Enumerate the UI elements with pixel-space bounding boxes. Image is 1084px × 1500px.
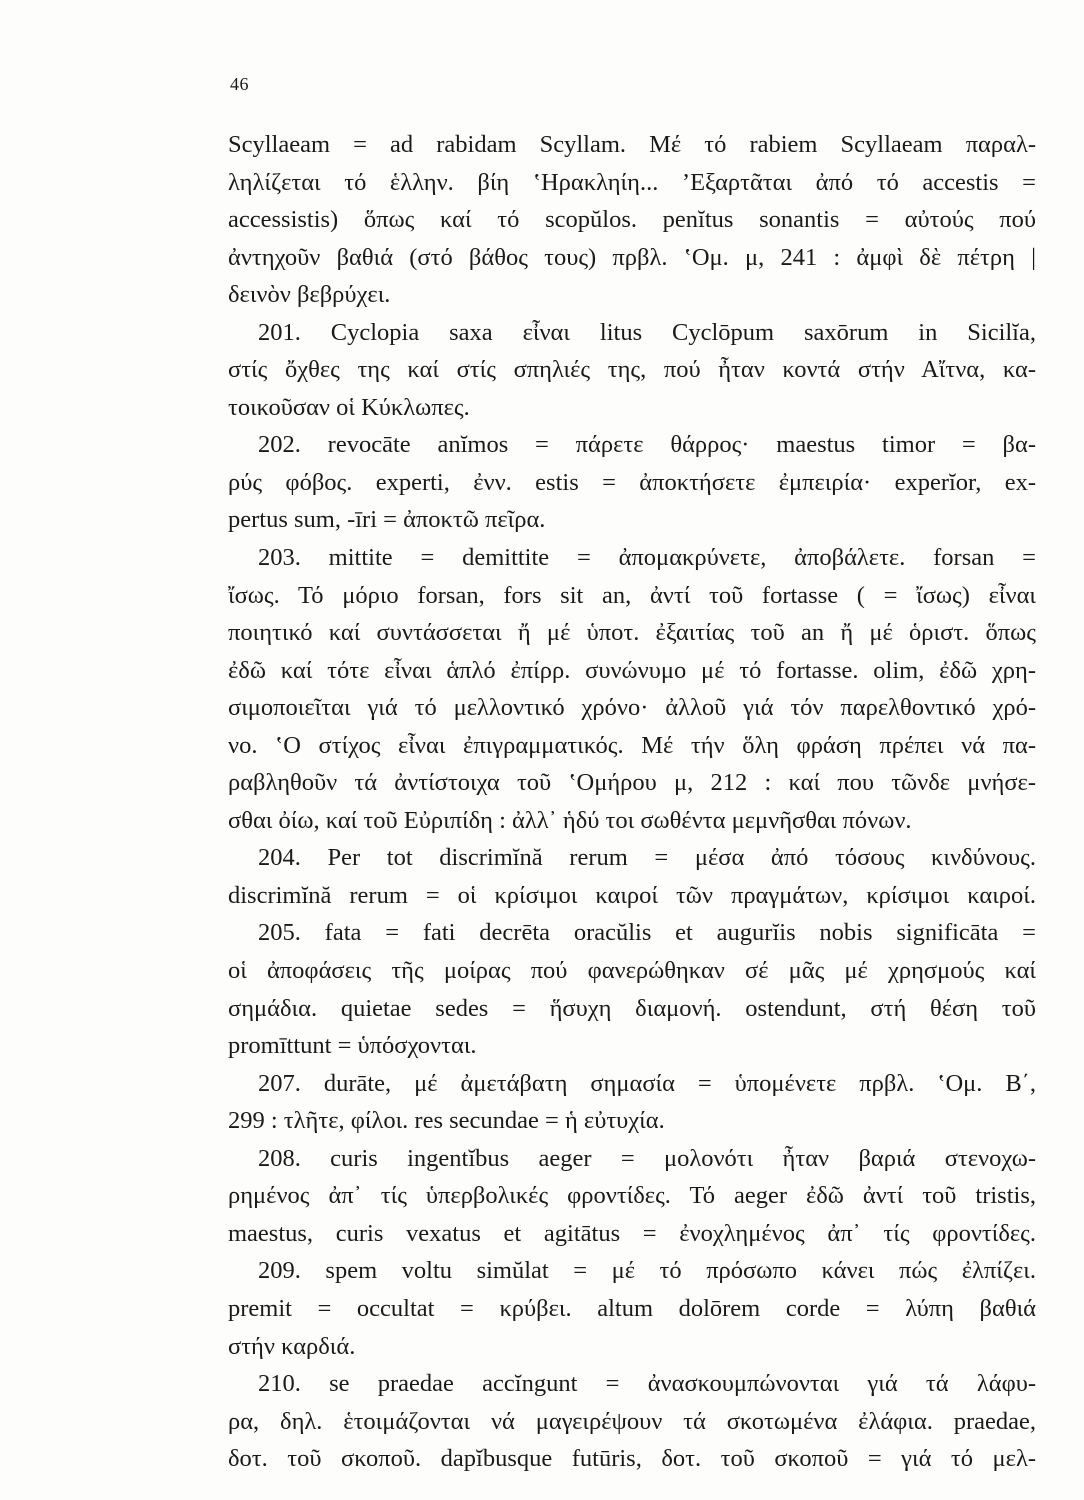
text-line: σιμοποιεῖται γιά τό μελλοντικό χρόνο· ἀλλοῦ γιά τόν παρελθοντικό χρό- <box>228 694 1036 722</box>
text-line: ραβληθοῦν τά ἀντίστοιχα τοῦ ʽΟμήρου μ, 212 : καί που τῶνδε μνήσε- <box>228 769 1036 797</box>
text-line: 203. mittite = demittite = ἀπομακρύνετε, ἀποβάλετε. forsan = <box>258 544 1036 572</box>
text-line: accessistis) ὅπως καί τό scopŭlos. penĭtus sonantis = αὐτούς πού <box>228 206 1036 234</box>
text-line: 202. revocāte anĭmos = πάρετε θάρρος· maestus timor = βα- <box>258 431 1036 459</box>
text-line: σημάδια. quietae sedes = ἥσυχη διαμονή. ostendunt, στή θέση τοῦ <box>228 994 1036 1022</box>
text-line: ρημένος ἀπ᾽ τίς ὑπερβολικές φροντίδες. Τό aeger ἐδῶ ἀντί τοῦ tristis, <box>228 1182 1036 1210</box>
text-line: 299 : τλῆτε, φίλοι. res secundae = ἡ εὐτυχία. <box>228 1107 665 1135</box>
text-line: δεινὸν βεβρύχει. <box>228 281 391 309</box>
text-line: δοτ. τοῦ σκοποῦ. dapĭbusque futūris, δοτ. τοῦ σκοποῦ = γιά τό μελ- <box>228 1445 1036 1473</box>
text-line: ρύς φόβος. experti, ἐνν. estis = ἀποκτήσετε ἐμπειρία· experĭor, ex- <box>228 468 1036 496</box>
text-line: σθαι ὀίω, καί τοῦ Εὐριπίδη : ἀλλ᾽ ἡδύ τοι σωθέντα μεμνῆσθαι πόνων. <box>228 806 912 834</box>
text-line: ἀντηχοῦν βαθιά (στό βάθος τους) πρβλ. ʽΟμ. μ, 241 : ἀμφὶ δὲ πέτρη | <box>228 243 1036 271</box>
text-line: 208. curis ingentĭbus aeger = μολονότι ἦταν βαριά στενοχω- <box>258 1144 1036 1172</box>
text-line: ποιητικό καί συντάσσεται ἤ μέ ὑποτ. ἐξαιτίας τοῦ an ἤ μέ ὁριστ. ὅπως <box>228 619 1036 647</box>
text-line: 207. durāte, μέ ἀμετάβατη σημασία = ὑπομένετε πρβλ. ʽΟμ. Β΄, <box>258 1069 1036 1097</box>
text-line: pertus sum, -īri = ἀποκτῶ πεῖρα. <box>228 506 546 534</box>
text-line: promīttunt = ὑπόσχονται. <box>228 1032 477 1060</box>
text-line: ληλίζεται τό ἑλλην. βίη ʽΗρακληίη... ʼΕξαρτᾶται ἀπό τό accestis = <box>228 168 1036 196</box>
text-line: discrimĭnă rerum = οἱ κρίσιμοι καιροί τῶν πραγμάτων, κρίσιμοι καιροί. <box>228 881 1036 909</box>
text-line: Scyllaeam = ad rabidam Scyllam. Μέ τό rabiem Scyllaeam παραλ- <box>228 131 1036 158</box>
text-line: 209. spem voltu simŭlat = μέ τό πρόσωπο κάνει πώς ἐλπίζει. <box>258 1257 1036 1285</box>
page-number: 46 <box>230 74 249 94</box>
text-line: τοικοῦσαν οἱ Κύκλωπες. <box>228 393 470 421</box>
text-line: maestus, curis vexatus et agitātus = ἐνοχλημένος ἀπ᾽ τίς φροντίδες. <box>228 1219 1036 1247</box>
text-line: premit = occultat = κρύβει. altum dolōrem corde = λύπη βαθιά <box>228 1294 1036 1322</box>
text-line: 205. fata = fati decrēta oracŭlis et augurĭis nobis significāta = <box>258 919 1036 947</box>
text-line: στίς ὄχθες της καί στίς σπηλιές της, πού ἦταν κοντά στήν Αἴτνα, κα- <box>228 356 1036 384</box>
text-line: 201. Cyclopia saxa εἶναι litus Cyclōpum saxōrum in Sicilĭa, <box>258 318 1036 346</box>
text-line: νο. ʽΟ στίχος εἶναι ἐπιγραμματικός. Μέ τήν ὅλη φράση πρέπει νά πα- <box>228 731 1036 759</box>
text-line: ρα, δηλ. ἑτοιμάζονται νά μαγειρέψουν τά σκοτωμένα ἐλάφια. praedae, <box>228 1407 1036 1435</box>
text-line: ἐδῶ καί τότε εἶναι ἁπλό ἐπίρρ. συνώνυμο μέ τό fortasse. olim, ἐδῶ χρη- <box>228 656 1036 684</box>
text-line: 210. se praedae accĭngunt = ἀνασκουμπώνονται γιά τά λάφυ- <box>258 1370 1036 1398</box>
text-line: οἱ ἀποφάσεις τῆς μοίρας πού φανερώθηκαν σέ μᾶς μέ χρησμούς καί <box>228 957 1036 985</box>
text-line: στήν καρδιά. <box>228 1332 356 1360</box>
text-line: 204. Per tot discrimĭnă rerum = μέσα ἀπό τόσους κινδύνους. <box>258 844 1036 872</box>
commentary-text <box>228 126 1036 1478</box>
text-line: ἴσως. Τό μόριο forsan, fors sit an, ἀντί τοῦ fortasse ( = ἴσως) εἶναι <box>228 581 1036 609</box>
